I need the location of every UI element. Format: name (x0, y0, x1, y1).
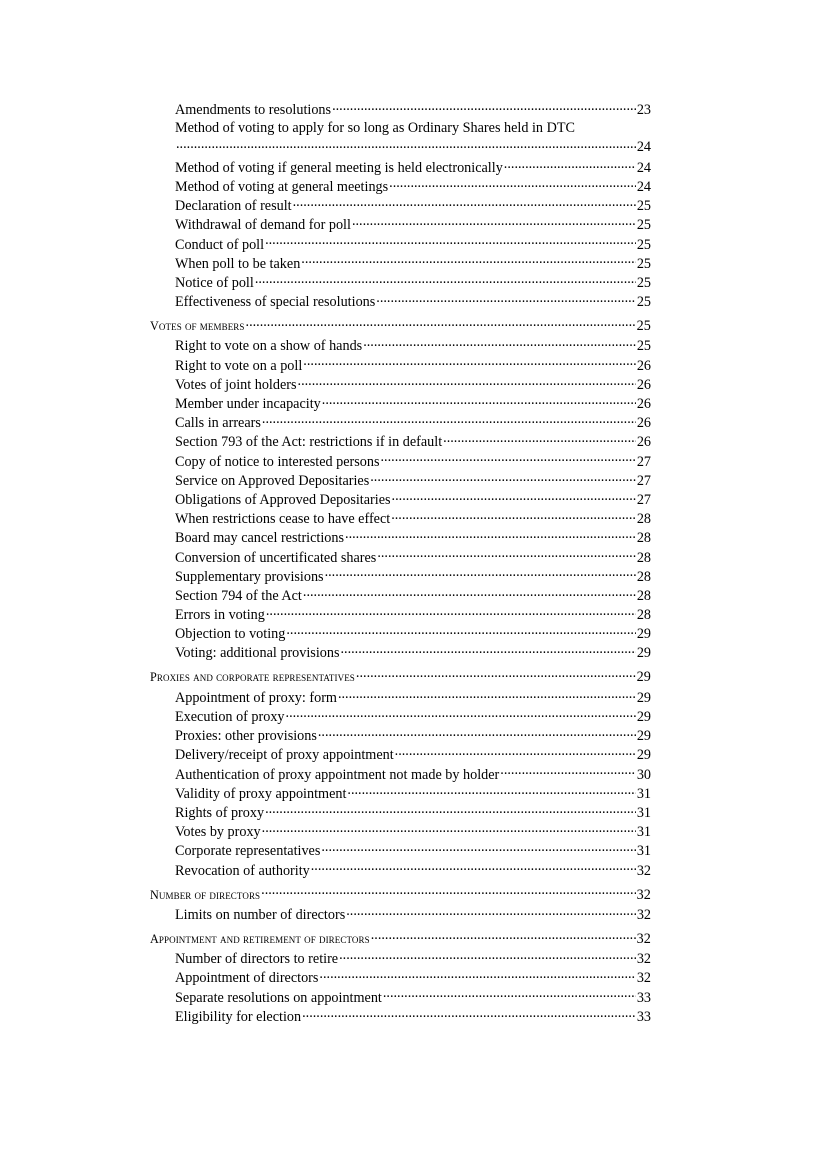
toc-entry[interactable] (150, 803, 651, 822)
toc-entry-page: 32 (636, 951, 651, 968)
toc-entry[interactable] (150, 215, 651, 234)
toc-entry-page: 26 (636, 434, 651, 451)
leader-dots (265, 234, 636, 248)
toc-section-title: Number of directors (150, 887, 261, 902)
toc-entry-page: 26 (636, 396, 651, 412)
toc-entry-page: 31 (636, 804, 651, 821)
toc-entry-page: 30 (636, 766, 651, 783)
toc-entry[interactable] (150, 234, 651, 253)
toc-entry-page: 25 (636, 294, 651, 311)
toc-entry-title: Method of voting at general meetings (175, 178, 389, 195)
toc-section-heading[interactable] (150, 668, 651, 687)
toc-entry[interactable] (150, 119, 651, 157)
toc-entry-page: 29 (636, 709, 651, 725)
toc-entry-title: Voting: additional provisions (175, 645, 340, 662)
toc-entry-title: Limits on number of directors (175, 906, 346, 923)
toc-entry[interactable] (150, 375, 651, 394)
toc-entry-title: Votes of joint holders (175, 376, 297, 393)
leader-dots (286, 707, 636, 721)
toc-entry-page: 31 (636, 843, 651, 860)
toc-entry[interactable] (150, 707, 651, 726)
leader-dots (391, 509, 636, 523)
toc-entry[interactable] (150, 822, 651, 841)
toc-entry-title: Conversion of uncertificated shares (175, 549, 377, 566)
toc-entry-page: 33 (636, 989, 651, 1006)
toc-entry-title: Corporate representatives (175, 843, 321, 860)
toc-entry-page: 28 (636, 511, 651, 528)
toc-entry-title: Member under incapacity (175, 396, 321, 412)
toc-entry-page: 27 (636, 472, 651, 489)
toc-entry-page: 25 (636, 255, 651, 272)
leader-dots (303, 355, 636, 369)
toc-entry-page: 25 (636, 217, 651, 234)
leader-dots (265, 803, 636, 817)
toc-entry-title: Rights of proxy (175, 804, 265, 821)
leader-dots (311, 860, 636, 874)
toc-entry-title: Errors in voting (175, 607, 265, 624)
toc-entry[interactable] (150, 394, 651, 413)
toc-entry-page: 33 (636, 1008, 651, 1025)
leader-dots (262, 822, 636, 836)
toc-entry-page: 28 (636, 607, 651, 624)
toc-entry[interactable] (150, 273, 651, 292)
leader-dots (255, 273, 636, 287)
toc-entry[interactable] (150, 355, 651, 374)
leader-dots (389, 177, 636, 191)
toc-entry-page: 25 (636, 198, 651, 215)
leader-dots (347, 784, 635, 798)
toc-entry-page: 24 (636, 178, 651, 195)
leader-dots (383, 987, 636, 1001)
leader-dots (286, 624, 635, 638)
toc-entry[interactable] (150, 624, 651, 643)
toc-entry-title: Obligations of Approved Depositaries (175, 491, 391, 508)
toc-section-title: Proxies and corporate representatives (150, 670, 355, 685)
toc-entry[interactable] (150, 528, 651, 547)
toc-entry[interactable] (150, 745, 651, 764)
toc-entry-title: Number of directors to retire (175, 951, 339, 968)
leader-dots (266, 605, 636, 619)
toc-entry-title: Votes by proxy (175, 824, 261, 841)
leader-dots (318, 726, 636, 740)
leader-dots (352, 215, 636, 229)
toc-section-title: Votes of members (150, 319, 245, 334)
toc-entry-title: Declaration of result (175, 198, 292, 215)
toc-entry[interactable] (150, 509, 651, 528)
toc-entry[interactable] (150, 177, 651, 196)
toc-entry-page: 25 (636, 236, 651, 253)
toc-entry-page: 26 (636, 376, 651, 393)
toc-entry-title: Revocation of authority (175, 862, 310, 879)
toc-entry[interactable] (150, 567, 651, 586)
toc-entry-page: 25 (636, 338, 651, 355)
toc-entry-page: 31 (636, 824, 651, 841)
toc-entry-page: 29 (636, 728, 651, 745)
toc-entry-title: Notice of poll (175, 274, 254, 291)
toc-entry-title: Effectiveness of special resolutions (175, 294, 376, 311)
leader-dots (376, 292, 636, 306)
toc-entry[interactable] (150, 100, 651, 119)
toc-entry[interactable] (150, 764, 651, 783)
toc-entry-title: Validity of proxy appointment (175, 785, 347, 802)
leader-dots (293, 196, 636, 210)
toc-entry-page: 29 (636, 689, 651, 706)
toc-entry-title: Amendments to resolutions (175, 102, 332, 119)
toc-entry-title: Conduct of poll (175, 236, 265, 253)
toc-entry-page: 32 (636, 886, 651, 903)
toc-entry-title: Appointment of proxy: form (175, 689, 337, 706)
toc-entry-page: 29 (636, 669, 651, 686)
toc-entry-page: 32 (636, 862, 651, 879)
toc-entry-page: 28 (636, 530, 651, 547)
toc-entry[interactable] (150, 586, 651, 605)
toc-entry-title: Withdrawal of demand for poll (175, 217, 351, 234)
toc-entry-title: Section 793 of the Act: restrictions if in default (175, 434, 443, 451)
toc-section-heading[interactable] (150, 317, 651, 336)
toc-entry[interactable] (150, 987, 651, 1006)
leader-dots (322, 394, 636, 408)
toc-entry-title: Service on Approved Depositaries (175, 472, 370, 489)
leader-dots (340, 643, 635, 657)
leader-dots (345, 528, 636, 542)
toc-entry-title: Calls in arrears (175, 415, 261, 432)
toc-entry[interactable] (150, 905, 651, 924)
leader-dots (392, 490, 636, 504)
leader-dots (346, 905, 636, 919)
leader-dots (338, 688, 636, 702)
toc-entry-page: 25 (636, 318, 651, 335)
toc-entry[interactable] (150, 547, 651, 566)
toc-entry-page: 29 (636, 626, 651, 643)
toc-entry-page: 27 (636, 453, 651, 470)
toc-entry-page: 29 (636, 747, 651, 764)
toc-entry-title: When restrictions cease to have effect (175, 511, 391, 528)
toc-entry-page: 32 (636, 906, 651, 923)
toc-entry-page: 28 (636, 568, 651, 585)
leader-dots (443, 432, 636, 446)
leader-dots (303, 586, 636, 600)
leader-dots (262, 413, 636, 427)
leader-dots (261, 886, 635, 898)
toc-entry[interactable] (150, 1007, 651, 1026)
toc-entry[interactable] (150, 968, 651, 987)
leader-dots (332, 100, 636, 114)
toc-entry-title: When poll to be taken (175, 255, 301, 272)
toc-entry-title: Board may cancel restrictions (175, 530, 345, 547)
toc-entry[interactable] (150, 451, 651, 470)
toc-entry-page: 26 (636, 415, 651, 432)
toc-entry-title: Supplementary provisions (175, 568, 324, 585)
toc-entry[interactable] (150, 688, 651, 707)
leader-dots (363, 336, 636, 350)
leader-dots (395, 745, 636, 759)
toc-entry[interactable] (150, 292, 651, 311)
toc-entry-page: 32 (636, 970, 651, 987)
leader-dots (325, 567, 636, 581)
leader-dots (339, 949, 636, 963)
toc-entry-page: 32 (636, 930, 651, 947)
leader-dots (246, 318, 636, 330)
toc-entry-title: Copy of notice to interested persons (175, 453, 380, 470)
toc-entry[interactable] (150, 841, 651, 860)
toc-entry[interactable] (150, 432, 651, 451)
leader-dots (319, 968, 635, 982)
leader-dots (321, 841, 635, 855)
toc-entry[interactable] (150, 158, 651, 177)
toc-entry-title: Method of voting if general meeting is held electronically (175, 159, 503, 176)
toc-entry[interactable] (150, 860, 651, 879)
toc-entry-page: 31 (636, 785, 651, 802)
toc-entry-title: Right to vote on a show of hands (175, 338, 363, 355)
toc-entry-title: Eligibility for election (175, 1008, 302, 1025)
toc-entry-title: Execution of proxy (175, 709, 285, 725)
toc-entry-title: Delivery/receipt of proxy appointment (175, 747, 394, 764)
toc-entry-page: 28 (636, 587, 651, 604)
toc-entry-title: Proxies: other provisions (175, 728, 317, 745)
toc-section-heading[interactable] (150, 930, 651, 949)
leader-dots (377, 547, 635, 561)
toc-entry-title: Separate resolutions on appointment (175, 989, 382, 1006)
toc-entry-page: 25 (636, 274, 651, 291)
toc-entry-title: Appointment of directors (175, 970, 319, 987)
table-of-contents (150, 100, 651, 1026)
leader-dots (504, 158, 636, 172)
leader-dots (500, 764, 636, 778)
leader-dots (301, 254, 636, 268)
toc-entry[interactable] (150, 196, 651, 215)
toc-entry-page: 29 (636, 645, 651, 662)
toc-entry[interactable] (150, 471, 651, 490)
leader-dots (381, 451, 636, 465)
toc-entry-title: Section 794 of the Act (175, 587, 302, 604)
toc-entry-title: Objection to voting (175, 626, 286, 643)
leader-dots (176, 138, 636, 152)
toc-entry-page: 23 (636, 102, 651, 119)
toc-entry-page: 24 (636, 159, 651, 176)
toc-entry[interactable] (150, 784, 651, 803)
leader-dots (302, 1007, 636, 1021)
toc-entry[interactable] (150, 254, 651, 273)
toc-entry-title: Right to vote on a poll (175, 357, 303, 374)
toc-entry-page: 24 (636, 139, 651, 156)
toc-entry[interactable] (150, 726, 651, 745)
toc-entry[interactable] (150, 949, 651, 968)
leader-dots (371, 931, 636, 943)
leader-dots (298, 375, 636, 389)
toc-entry[interactable] (150, 490, 651, 509)
toc-entry-page: 27 (636, 491, 651, 508)
toc-entry[interactable] (150, 605, 651, 624)
toc-entry-page: 26 (636, 357, 651, 374)
toc-entry[interactable] (150, 413, 651, 432)
toc-section-title: Appointment and retirement of directors (150, 931, 370, 946)
toc-entry-page: 28 (636, 549, 651, 566)
toc-entry[interactable] (150, 336, 651, 355)
leader-dots (356, 669, 636, 681)
toc-entry-title: Method of voting to apply for so long as Ordinary Shares held in DTC (175, 120, 575, 137)
toc-section-heading[interactable] (150, 886, 651, 905)
toc-entry-title: Authentication of proxy appointment not made by holder (175, 766, 500, 783)
leader-dots (370, 471, 636, 485)
toc-entry[interactable] (150, 643, 651, 662)
